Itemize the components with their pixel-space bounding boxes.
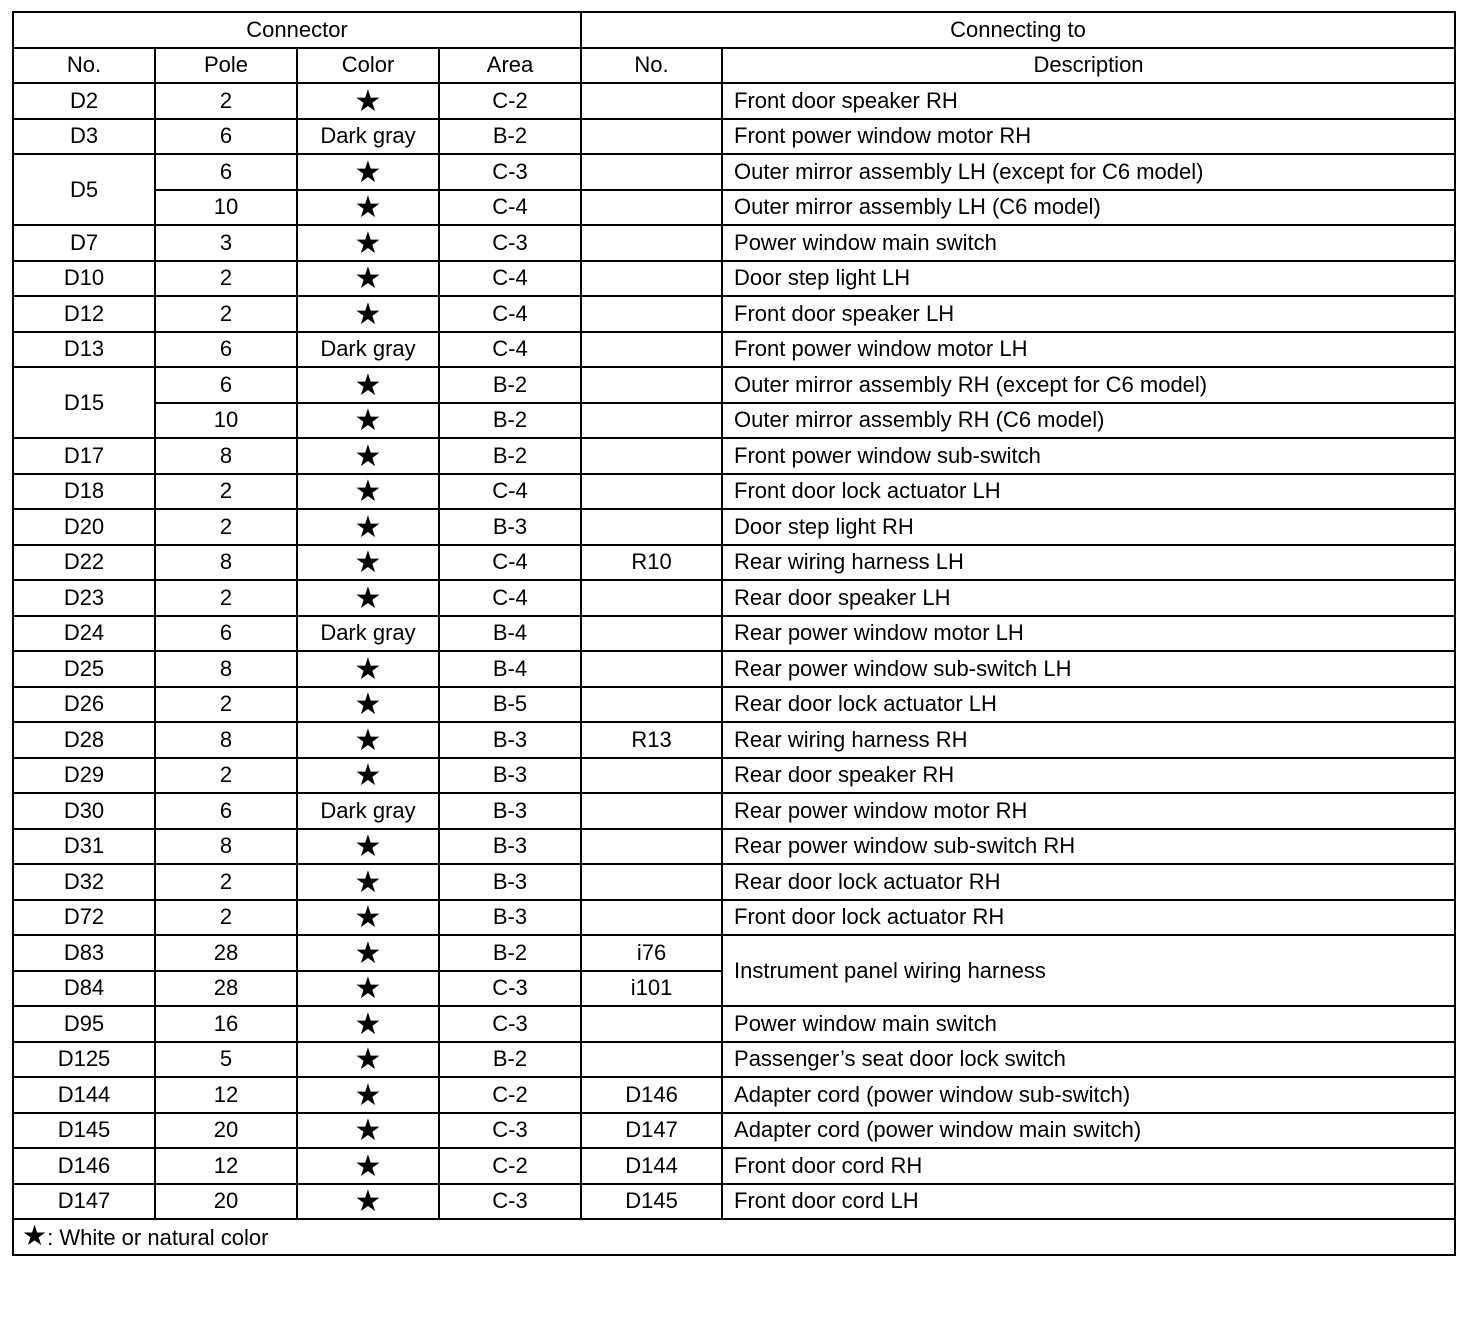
- color-cell: [297, 509, 439, 545]
- table-row: [13, 509, 1455, 545]
- legend-text: : White or natural color: [47, 1225, 269, 1251]
- table-row: [13, 332, 1455, 368]
- connecting-no-cell: [581, 403, 722, 439]
- color-cell: [297, 1042, 439, 1078]
- table-row: [13, 651, 1455, 687]
- table-row: [13, 474, 1455, 510]
- description-cell: Rear door speaker RH: [722, 758, 1455, 794]
- star-icon: ★: [354, 723, 382, 757]
- table-row: [13, 900, 1455, 936]
- connecting-no-cell: [581, 793, 722, 829]
- star-icon: ★: [354, 404, 382, 438]
- table-row: [13, 1148, 1455, 1184]
- star-icon: ★: [354, 1078, 382, 1112]
- table-row: [13, 580, 1455, 616]
- connector-no-cell: D3: [13, 119, 155, 155]
- connecting-no-cell: [581, 438, 722, 474]
- connector-no-cell: D125: [13, 1042, 155, 1078]
- star-icon: ★: [354, 652, 382, 686]
- table-row: [13, 83, 1455, 119]
- pole-cell: 2: [155, 580, 297, 616]
- color-cell: [297, 1113, 439, 1149]
- color-cell: [297, 83, 439, 119]
- star-icon: ★: [354, 84, 382, 118]
- area-cell: B-2: [439, 403, 581, 439]
- connecting-no-cell: [581, 225, 722, 261]
- area-cell: C-3: [439, 971, 581, 1007]
- connector-no-cell: D83: [13, 935, 155, 971]
- pole-cell: 2: [155, 296, 297, 332]
- description-cell: Power window main switch: [722, 1006, 1455, 1042]
- star-icon: ★: [354, 1185, 382, 1219]
- area-cell: B-4: [439, 651, 581, 687]
- color-cell: [297, 1077, 439, 1113]
- color-cell: [297, 438, 439, 474]
- connecting-no-cell: [581, 580, 722, 616]
- pole-cell: 6: [155, 616, 297, 652]
- color-cell: [297, 829, 439, 865]
- table-row: [13, 367, 1455, 403]
- table-row: [13, 403, 1455, 439]
- pole-cell: 2: [155, 864, 297, 900]
- area-cell: B-3: [439, 722, 581, 758]
- description-cell: Front power window motor LH: [722, 332, 1455, 368]
- table-row: [13, 687, 1455, 723]
- description-cell: Outer mirror assembly RH (except for C6 model): [722, 367, 1455, 403]
- connector-no-cell: D95: [13, 1006, 155, 1042]
- description-cell: Front power window sub-switch: [722, 438, 1455, 474]
- area-cell: B-3: [439, 864, 581, 900]
- connecting-no-cell: [581, 332, 722, 368]
- area-cell: B-3: [439, 793, 581, 829]
- table-row: [13, 1042, 1455, 1078]
- connecting-no-cell: [581, 616, 722, 652]
- area-cell: B-3: [439, 509, 581, 545]
- description-cell: Adapter cord (power window main switch): [722, 1113, 1455, 1149]
- table-body: [13, 83, 1455, 1219]
- table-row: [13, 758, 1455, 794]
- connector-no-cell: D31: [13, 829, 155, 865]
- connecting-no-cell: [581, 687, 722, 723]
- connecting-no-cell: [581, 154, 722, 190]
- description-cell: Rear door lock actuator RH: [722, 864, 1455, 900]
- area-cell: C-4: [439, 580, 581, 616]
- area-cell: B-2: [439, 367, 581, 403]
- connecting-no-cell: [581, 119, 722, 155]
- description-cell: Rear door lock actuator LH: [722, 687, 1455, 723]
- pole-cell: 6: [155, 119, 297, 155]
- pole-cell: 2: [155, 900, 297, 936]
- connecting-no-cell: i101: [581, 971, 722, 1007]
- connecting-no-cell: [581, 829, 722, 865]
- description-cell: Front power window motor RH: [722, 119, 1455, 155]
- star-icon: ★: [354, 546, 382, 580]
- table-row: [13, 1077, 1455, 1113]
- pole-cell: 2: [155, 474, 297, 510]
- area-column-header: Area: [439, 48, 581, 84]
- area-cell: B-2: [439, 935, 581, 971]
- connector-no-cell: D25: [13, 651, 155, 687]
- connecting-no-cell: [581, 758, 722, 794]
- table-row: [13, 935, 1455, 971]
- color-cell: [297, 1148, 439, 1184]
- color-cell: [297, 651, 439, 687]
- description-cell: Adapter cord (power window sub-switch): [722, 1077, 1455, 1113]
- color-cell: [297, 900, 439, 936]
- connector-no-cell: D29: [13, 758, 155, 794]
- star-icon: ★: [354, 155, 382, 189]
- color-cell: [297, 1006, 439, 1042]
- star-icon: ★: [354, 226, 382, 260]
- pole-cell: 2: [155, 687, 297, 723]
- connector-no-cell: D12: [13, 296, 155, 332]
- legend-row: [13, 1219, 1455, 1255]
- area-cell: C-4: [439, 261, 581, 297]
- table-row: [13, 1184, 1455, 1220]
- pole-cell: 12: [155, 1077, 297, 1113]
- area-cell: C-2: [439, 1148, 581, 1184]
- pole-cell: 6: [155, 367, 297, 403]
- connecting-no-cell: [581, 900, 722, 936]
- table-row: [13, 1006, 1455, 1042]
- star-icon: ★: [354, 901, 382, 935]
- connecting-no-cell: [581, 509, 722, 545]
- connector-header: Connector: [13, 12, 581, 48]
- area-cell: C-4: [439, 190, 581, 226]
- table-row: [13, 793, 1455, 829]
- star-icon: ★: [354, 297, 382, 331]
- connector-no-cell: D145: [13, 1113, 155, 1149]
- connecting-no-column-header: No.: [581, 48, 722, 84]
- description-cell: Outer mirror assembly LH (except for C6 model): [722, 154, 1455, 190]
- pole-cell: 12: [155, 1148, 297, 1184]
- color-cell: [297, 580, 439, 616]
- connector-no-cell: D13: [13, 332, 155, 368]
- legend-cell: [13, 1219, 1455, 1255]
- connecting-no-cell: [581, 367, 722, 403]
- description-cell: Front door cord RH: [722, 1148, 1455, 1184]
- area-cell: C-2: [439, 83, 581, 119]
- star-icon: ★: [354, 475, 382, 509]
- area-cell: B-2: [439, 119, 581, 155]
- description-cell: Front door speaker RH: [722, 83, 1455, 119]
- pole-cell: 3: [155, 225, 297, 261]
- table-row: [13, 190, 1455, 226]
- connector-no-cell: D147: [13, 1184, 155, 1220]
- table-row: [13, 296, 1455, 332]
- connecting-no-cell: [581, 474, 722, 510]
- connector-no-cell: D144: [13, 1077, 155, 1113]
- description-cell: Rear power window motor RH: [722, 793, 1455, 829]
- area-cell: C-4: [439, 474, 581, 510]
- connecting-no-cell: [581, 261, 722, 297]
- connector-no-cell: D30: [13, 793, 155, 829]
- pole-cell: 5: [155, 1042, 297, 1078]
- connector-no-cell: D72: [13, 900, 155, 936]
- pole-cell: 10: [155, 190, 297, 226]
- connector-table-sheet: [12, 11, 1454, 1256]
- star-icon: ★: [354, 510, 382, 544]
- star-icon: ★: [354, 972, 382, 1006]
- pole-cell: 6: [155, 154, 297, 190]
- pole-cell: 16: [155, 1006, 297, 1042]
- star-icon: ★: [354, 368, 382, 402]
- connector-no-cell: D26: [13, 687, 155, 723]
- table-row: [13, 119, 1455, 155]
- pole-cell: 2: [155, 509, 297, 545]
- description-cell: Rear power window motor LH: [722, 616, 1455, 652]
- description-cell: Outer mirror assembly LH (C6 model): [722, 190, 1455, 226]
- pole-cell: 8: [155, 545, 297, 581]
- connector-no-cell: D23: [13, 580, 155, 616]
- pole-cell: 20: [155, 1184, 297, 1220]
- connecting-no-cell: R13: [581, 722, 722, 758]
- connector-no-cell: D84: [13, 971, 155, 1007]
- no-column-header: No.: [13, 48, 155, 84]
- table-row: [13, 829, 1455, 865]
- connecting-no-cell: D147: [581, 1113, 722, 1149]
- description-cell: Rear power window sub-switch LH: [722, 651, 1455, 687]
- pole-cell: 20: [155, 1113, 297, 1149]
- description-cell: Outer mirror assembly RH (C6 model): [722, 403, 1455, 439]
- header-row-group: [13, 12, 1455, 48]
- color-cell: [297, 190, 439, 226]
- description-cell: Rear door speaker LH: [722, 580, 1455, 616]
- color-cell: [297, 935, 439, 971]
- color-cell: Dark gray: [297, 332, 439, 368]
- star-icon: ★: [22, 1220, 48, 1252]
- pole-cell: 8: [155, 829, 297, 865]
- description-cell: Rear power window sub-switch RH: [722, 829, 1455, 865]
- color-cell: [297, 545, 439, 581]
- area-cell: C-3: [439, 1184, 581, 1220]
- area-cell: B-3: [439, 829, 581, 865]
- area-cell: C-4: [439, 545, 581, 581]
- pole-cell: 2: [155, 758, 297, 794]
- color-cell: Dark gray: [297, 616, 439, 652]
- star-icon: ★: [354, 936, 382, 970]
- table-row: [13, 261, 1455, 297]
- color-cell: [297, 722, 439, 758]
- connector-no-cell: D146: [13, 1148, 155, 1184]
- connecting-no-cell: D146: [581, 1077, 722, 1113]
- color-cell: [297, 154, 439, 190]
- star-icon: ★: [354, 865, 382, 899]
- connecting-no-cell: [581, 190, 722, 226]
- connector-no-cell: D10: [13, 261, 155, 297]
- color-cell: [297, 261, 439, 297]
- pole-cell: 6: [155, 332, 297, 368]
- connecting-no-cell: [581, 864, 722, 900]
- connector-no-cell: D2: [13, 83, 155, 119]
- color-cell: [297, 687, 439, 723]
- area-cell: C-4: [439, 332, 581, 368]
- star-icon: ★: [354, 191, 382, 225]
- pole-cell: 8: [155, 651, 297, 687]
- table-row: [13, 1113, 1455, 1149]
- connecting-no-cell: [581, 1042, 722, 1078]
- star-icon: ★: [354, 1114, 382, 1148]
- pole-cell: 6: [155, 793, 297, 829]
- table-row: [13, 438, 1455, 474]
- pole-cell: 2: [155, 261, 297, 297]
- area-cell: B-2: [439, 438, 581, 474]
- area-cell: C-3: [439, 225, 581, 261]
- area-cell: B-3: [439, 758, 581, 794]
- color-column-header: Color: [297, 48, 439, 84]
- connecting-no-cell: [581, 296, 722, 332]
- star-icon: ★: [354, 1007, 382, 1041]
- table-row: [13, 225, 1455, 261]
- description-cell: Instrument panel wiring harness: [722, 935, 1455, 1006]
- description-cell: Front door cord LH: [722, 1184, 1455, 1220]
- description-cell: Front door lock actuator LH: [722, 474, 1455, 510]
- color-cell: [297, 225, 439, 261]
- description-cell: Door step light LH: [722, 261, 1455, 297]
- area-cell: B-2: [439, 1042, 581, 1078]
- connecting-no-cell: i76: [581, 935, 722, 971]
- table-row: [13, 545, 1455, 581]
- color-cell: Dark gray: [297, 793, 439, 829]
- pole-cell: 8: [155, 722, 297, 758]
- area-cell: C-3: [439, 1113, 581, 1149]
- connector-no-cell: D18: [13, 474, 155, 510]
- connector-no-cell: D7: [13, 225, 155, 261]
- color-cell: Dark gray: [297, 119, 439, 155]
- connecting-no-cell: [581, 1006, 722, 1042]
- table-row: [13, 864, 1455, 900]
- area-cell: B-4: [439, 616, 581, 652]
- description-cell: Front door speaker LH: [722, 296, 1455, 332]
- connector-table: [12, 11, 1456, 1256]
- table-row: [13, 722, 1455, 758]
- connector-no-cell: D24: [13, 616, 155, 652]
- description-cell: Power window main switch: [722, 225, 1455, 261]
- area-cell: C-2: [439, 1077, 581, 1113]
- table-row: [13, 154, 1455, 190]
- connector-no-cell: D32: [13, 864, 155, 900]
- star-icon: ★: [354, 581, 382, 615]
- connecting-no-cell: [581, 651, 722, 687]
- pole-cell: 28: [155, 971, 297, 1007]
- color-cell: [297, 1184, 439, 1220]
- description-cell: Door step light RH: [722, 509, 1455, 545]
- star-icon: ★: [354, 759, 382, 793]
- connecting-no-cell: [581, 83, 722, 119]
- color-cell: [297, 971, 439, 1007]
- star-icon: ★: [354, 1149, 382, 1183]
- star-icon: ★: [354, 830, 382, 864]
- color-cell: [297, 864, 439, 900]
- pole-cell: 28: [155, 935, 297, 971]
- area-cell: C-3: [439, 1006, 581, 1042]
- star-icon: ★: [354, 262, 382, 296]
- connector-no-cell: D20: [13, 509, 155, 545]
- pole-column-header: Pole: [155, 48, 297, 84]
- header-row-columns: [13, 48, 1455, 84]
- connecting-no-cell: R10: [581, 545, 722, 581]
- area-cell: C-4: [439, 296, 581, 332]
- table-row: [13, 616, 1455, 652]
- color-cell: [297, 367, 439, 403]
- pole-cell: 2: [155, 83, 297, 119]
- area-cell: C-3: [439, 154, 581, 190]
- color-cell: [297, 296, 439, 332]
- star-icon: ★: [354, 1043, 382, 1077]
- description-cell: Rear wiring harness RH: [722, 722, 1455, 758]
- connecting-no-cell: D144: [581, 1148, 722, 1184]
- description-cell: Front door lock actuator RH: [722, 900, 1455, 936]
- description-column-header: Description: [722, 48, 1455, 84]
- star-icon: ★: [354, 439, 382, 473]
- pole-cell: 8: [155, 438, 297, 474]
- connector-no-cell: D5: [13, 154, 155, 225]
- description-cell: Rear wiring harness LH: [722, 545, 1455, 581]
- connector-no-cell: D28: [13, 722, 155, 758]
- connecting-to-header: Connecting to: [581, 12, 1455, 48]
- connector-no-cell: D15: [13, 367, 155, 438]
- color-cell: [297, 474, 439, 510]
- area-cell: B-3: [439, 900, 581, 936]
- area-cell: B-5: [439, 687, 581, 723]
- color-cell: [297, 403, 439, 439]
- color-cell: [297, 758, 439, 794]
- star-icon: ★: [354, 688, 382, 722]
- pole-cell: 10: [155, 403, 297, 439]
- connector-no-cell: D17: [13, 438, 155, 474]
- connector-no-cell: D22: [13, 545, 155, 581]
- connecting-no-cell: D145: [581, 1184, 722, 1220]
- description-cell: Passenger’s seat door lock switch: [722, 1042, 1455, 1078]
